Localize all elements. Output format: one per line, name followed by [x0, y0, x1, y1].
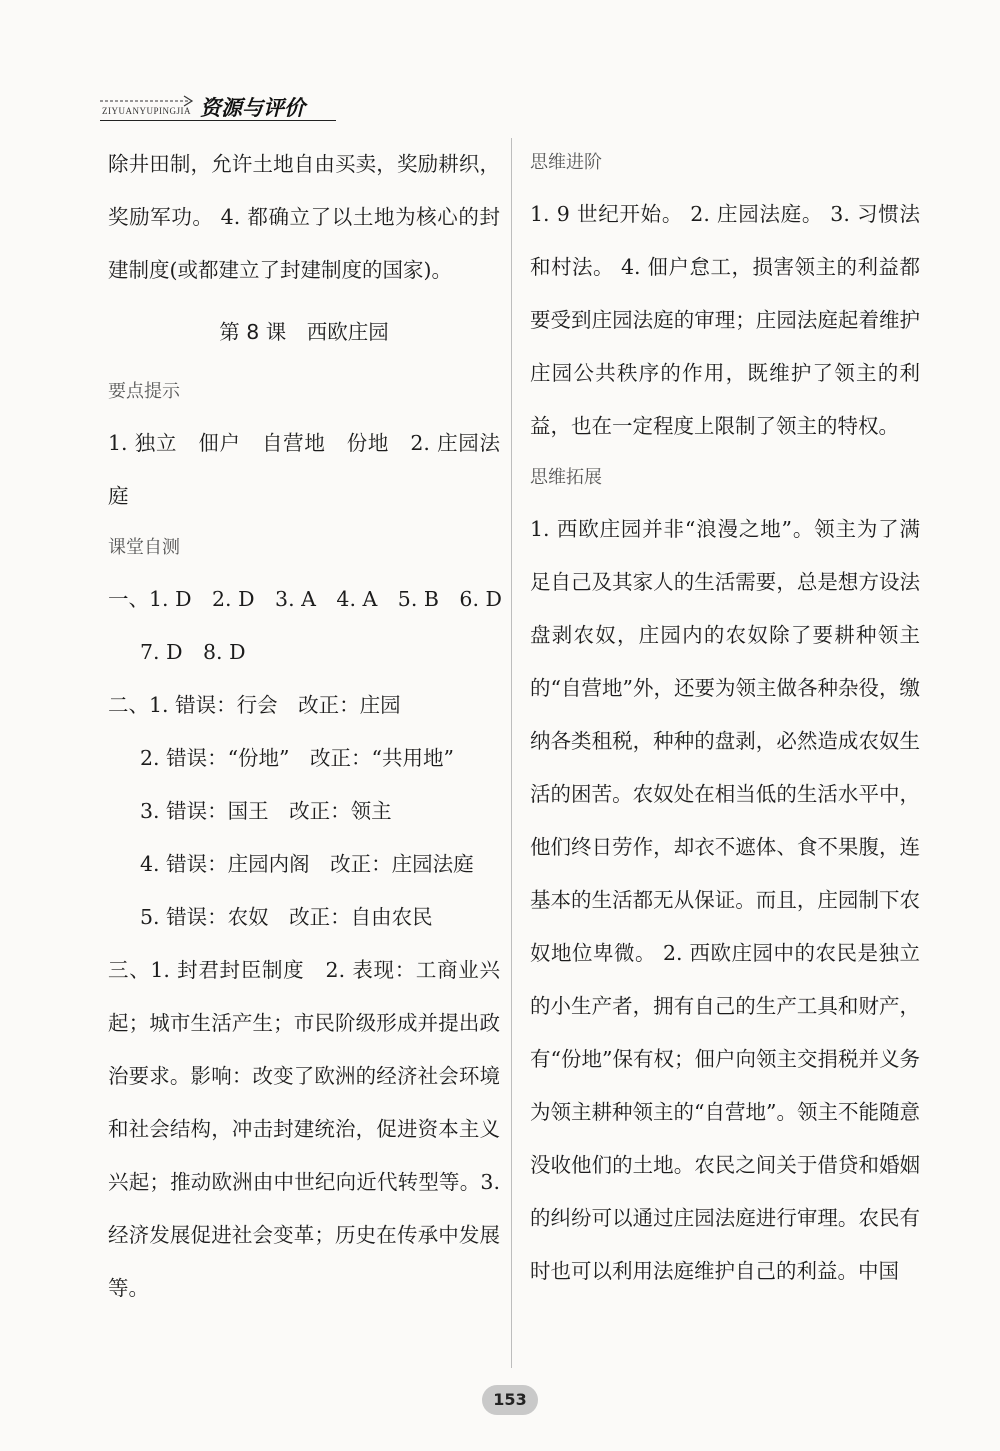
page-header — [100, 92, 340, 126]
q3-answer: 三、1. 封君封臣制度 2. 表现：工商业兴起；城市生活产生；市民阶级形成并提出政治要求。影响：改变了欧洲的经济社会环境和社会结构，冲击封建统治，促进资本主义兴起；推动欧洲由中世纪向近代转型等。3. 经济发展促进社会变革；历史在传承中发展等。 — [108, 958, 500, 1300]
section-heading-key-points: 要点提示 — [108, 381, 180, 402]
key-points-answer: 1. 独立 佃户 自营地 份地 2. 庄园法庭 — [108, 431, 500, 508]
intro-paragraph: 除井田制，允许土地自由买卖，奖励耕织，奖励军功。 4. 都确立了以土地为核心的封建制度(或都建立了封建制度的国家)。 — [108, 152, 500, 282]
header-rule — [100, 120, 336, 121]
section-heading-advance: 思维进阶 — [530, 152, 602, 173]
page-number-badge — [482, 1385, 542, 1417]
q2-answer-item: 3. 错误：国王 改正：领主 — [140, 799, 392, 823]
header-subtitle: ZIYUANYUPINGJIA — [102, 106, 191, 116]
extend-answer: 1. 西欧庄园并非“浪漫之地”。领主为了满足自己及其家人的生活需要，总是想方设法盘剥农奴，庄园内的农奴除了要耕种领主的“自营地”外，还要为领主做各种杂役，缴纳各类租税，种种的盘剥，必然造成农奴生活的困苦。农奴处在相当低的生活水平中，他们终日劳作，却衣不遮体、食不果腹，连基本的生活都无从保证。而且，庄园制下农奴地位卑微。 2. 西欧庄园中的农民是独立的小生产者，拥有自己的生产工具和财产，有“份地”保有权；佃户向领主交捐税并义务为领主耕种领主的“自营地”。领主不能随意没收他们的土地。农民之间关于借贷和婚姻的纠纷可以通过庄园法庭进行审理。农民有时也可以利用法庭维护自己的利益。中国 — [530, 517, 920, 1283]
page-number: 153 — [493, 1390, 527, 1409]
section-heading-extend: 思维拓展 — [530, 467, 602, 488]
q2-answer-item: 5. 错误：农奴 改正：自由农民 — [140, 905, 433, 929]
column-divider — [511, 138, 512, 1368]
q1-answers-line1: 一、1. D 2. D 3. A 4. A 5. B 6. D — [108, 587, 502, 611]
q2-answer-item: 4. 错误：庄园内阁 改正：庄园法庭 — [140, 852, 474, 876]
advance-answer: 1. 9 世纪开始。 2. 庄园法庭。 3. 习惯法和村法。 4. 佃户怠工，损害领主的利益都要受到庄园法庭的审理；庄园法庭起着维护庄园公共秩序的作用，既维护了领主的利益，也在一定程度上限制了领主的特权。 — [530, 202, 920, 438]
section-heading-self-test: 课堂自测 — [108, 537, 180, 558]
lesson-title: 第 8 课 西欧庄园 — [219, 320, 389, 344]
q2-answer-item: 二、1. 错误：行会 改正：庄园 — [108, 693, 401, 717]
q2-answer-item: 2. 错误：“份地” 改正：“共用地” — [140, 746, 454, 770]
left-column — [108, 138, 500, 1315]
right-column — [530, 138, 920, 1298]
q1-answers-line2: 7. D 8. D — [140, 640, 246, 664]
header-title: 资源与评价 — [200, 96, 305, 120]
